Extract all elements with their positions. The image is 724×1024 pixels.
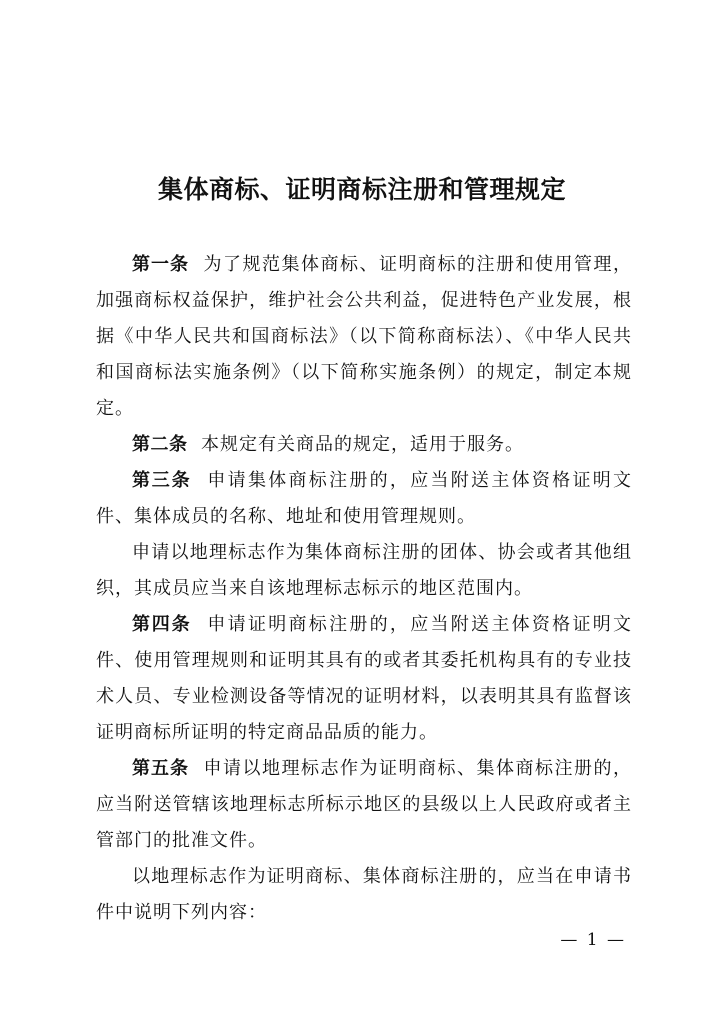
document-title: 集体商标、证明商标注册和管理规定: [157, 175, 566, 204]
paragraph-article-3: [96, 463, 632, 535]
article-text: 申请以地理标志作为集体商标注册的团体、协会或者其他组织，其成员应当来自该地理标志标示的地区范围内。: [96, 542, 632, 599]
article-number: 第三条: [132, 470, 192, 491]
paragraph-article-1: [96, 247, 632, 427]
article-text: 本规定有关商品的规定，适用于服务。: [200, 434, 524, 455]
article-text: 申请集体商标注册的，应当附送主体资格证明文件、集体成员的名称、地址和使用管理规则。: [96, 470, 633, 527]
page-number: — 1 —: [560, 930, 626, 950]
article-number: 第四条: [132, 614, 192, 635]
article-text: 申请以地理标志作为证明商标、集体商标注册的，应当附送管辖该地理标志所标示地区的县级以上人民政府或者主管部门的批准文件。: [96, 758, 633, 851]
document-body: [96, 247, 632, 931]
article-number: 第一条: [132, 254, 190, 275]
article-text: 以地理标志作为证明商标、集体商标注册的，应当在申请书件中说明下列内容：: [96, 866, 632, 923]
paragraph-article-5-continued: [96, 859, 632, 931]
article-text: 申请证明商标注册的，应当附送主体资格证明文件、使用管理规则和证明其具有的或者其委托机构具有的专业技术人员、专业检测设备等情况的证明材料，以表明其具有监督该证明商标所证明的特定商品品质的能力。: [96, 614, 633, 743]
paragraph-article-3-continued: [96, 535, 632, 607]
article-text: 为了规范集体商标、证明商标的注册和使用管理，加强商标权益保护，维护社会公共利益，促进特色产业发展，根据《中华人民共和国商标法》（以下简称商标法）、《中华人民共和国商标法实施条例》（以下简称实施条例）的规定，制定本规定。: [96, 254, 633, 419]
paragraph-article-2: [96, 427, 632, 463]
paragraph-article-4: [96, 607, 632, 751]
article-number: 第五条: [132, 758, 190, 779]
article-number: 第二条: [132, 434, 188, 455]
paragraph-article-5: [96, 751, 632, 859]
